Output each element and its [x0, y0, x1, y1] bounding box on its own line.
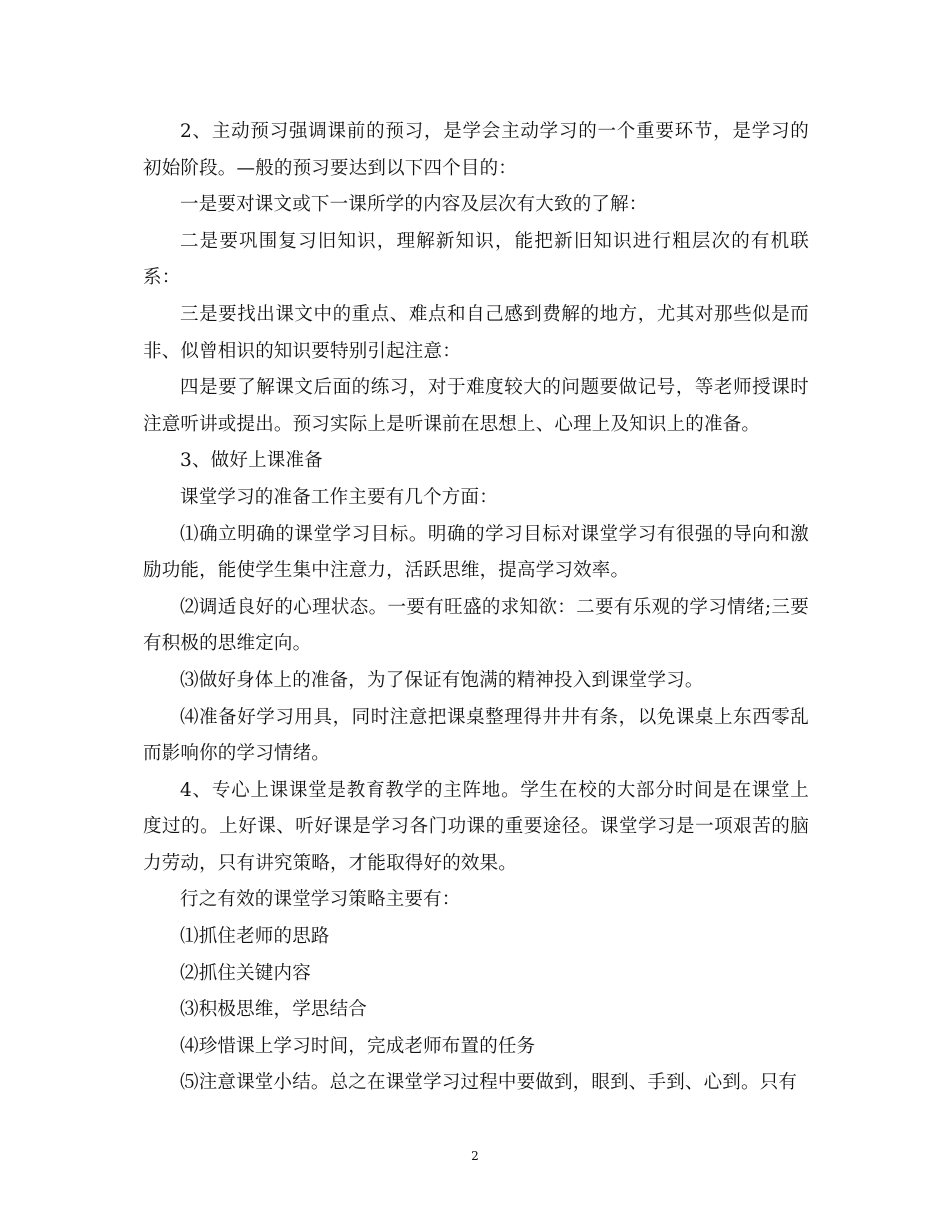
list-item-strategy-3: ⑶积极思维，学思结合 — [180, 999, 368, 1021]
list-item-strategy-5: ⑸注意课堂小结。总之在课堂学习过程中要做到，眼到、手到、心到。只有 — [180, 1072, 798, 1094]
paragraph-focus-in-class: 4、专心上课课堂是教育教学的主阵地。学生在校的大部分时间是在课堂上度过的。上好课、听好课是学习各门功课的重要途径。课堂学习是一项艰苦的脑力劳动，只有讲究策略，才能取得好的效果。 — [143, 779, 809, 874]
list-item-prep-1: ⑴确立明确的课堂学习目标。明确的学习目标对课堂学习有很强的导向和激励功能，能使学生集中注意力，活跃思维，提高学习效率。 — [143, 523, 809, 582]
paragraph-goal-one: 一是要对课文或下一课所学的内容及层次有大致的了解： — [180, 194, 648, 216]
page-number: 2 — [471, 1149, 479, 1163]
paragraph-goal-three: 三是要找出课文中的重点、难点和自己感到费解的地方，尤其对那些似是而非、似曾相识的知识要特别引起注意： — [143, 303, 809, 362]
section-heading-class-prep: 3、做好上课准备 — [180, 450, 323, 472]
list-item-strategy-2: ⑵抓住关键内容 — [180, 962, 311, 984]
list-item-prep-4: ⑷准备好学习用具，同时注意把课桌整理得井井有条，以免课桌上东西零乱而影响你的学习情绪。 — [143, 706, 809, 765]
paragraph-prep-aspects: 课堂学习的准备工作主要有几个方面： — [180, 486, 498, 508]
list-item-strategy-1: ⑴抓住老师的思路 — [180, 926, 330, 948]
paragraph-goal-four: 四是要了解课文后面的练习，对于难度较大的问题要做记号，等老师授课时注意听讲或提出。预习实际上是听课前在思想上、心理上及知识上的准备。 — [143, 377, 809, 435]
list-item-prep-3: ⑶做好身体上的准备，为了保证有饱满的精神投入到课堂学习。 — [180, 669, 704, 691]
list-item-strategy-4: ⑷珍惜课上学习时间，完成老师布置的任务 — [180, 1035, 536, 1057]
paragraph-preview-intro: 2、主动预习强调课前的预习，是学会主动学习的一个重要环节，是学习的初始阶段。—般的预习要达到以下四个目的： — [143, 121, 809, 179]
list-item-prep-2: ⑵调适良好的心理状态。一要有旺盛的求知欲：二要有乐观的学习情绪;三要有积极的思维定向。 — [143, 596, 809, 655]
document-body — [143, 114, 809, 1102]
paragraph-goal-two: 二是要巩围复习旧知识，理解新知识，能把新旧知识进行粗层次的有机联系： — [143, 230, 809, 289]
paragraph-strategies-intro: 行之有效的课堂学习策略主要有： — [180, 889, 461, 911]
